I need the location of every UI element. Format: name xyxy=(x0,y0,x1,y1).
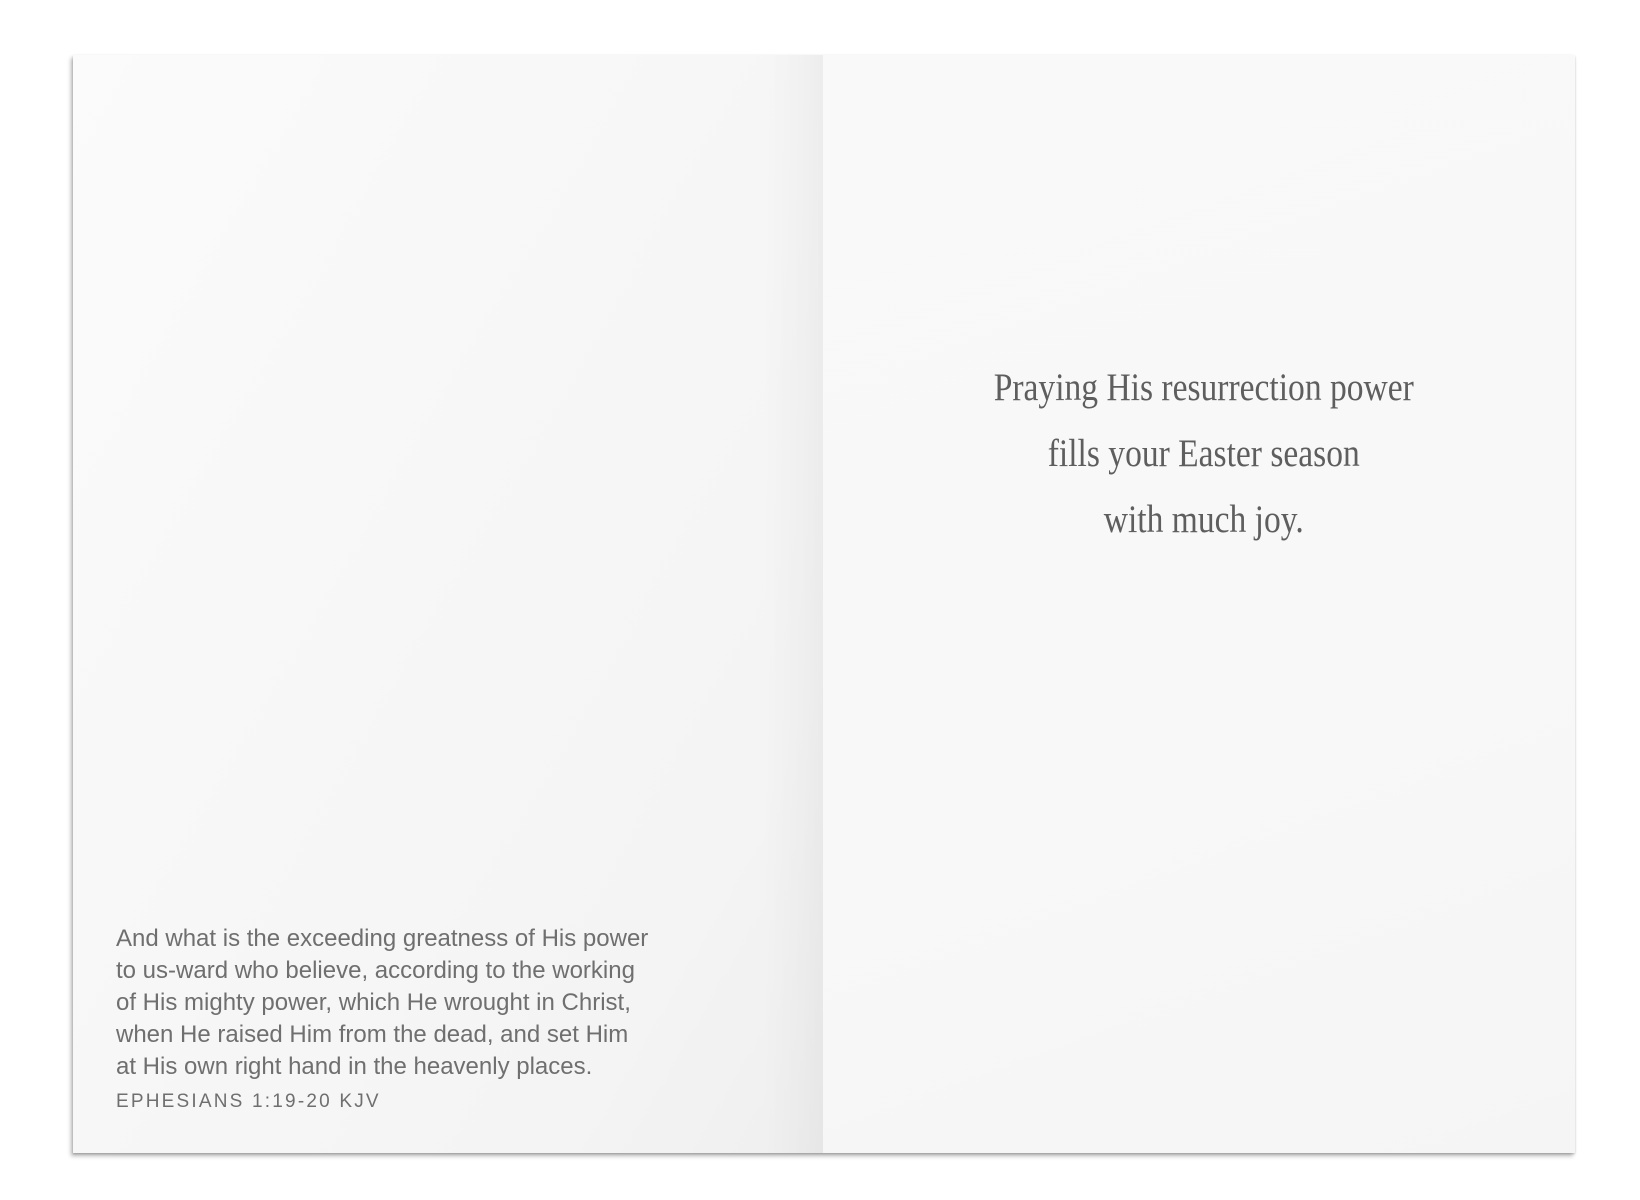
scripture-verse xyxy=(116,923,676,1083)
greeting-line: with much joy. xyxy=(1103,498,1304,541)
card-left-panel xyxy=(73,55,823,1153)
card-fold-shadow xyxy=(763,55,823,1153)
verse-reference: EPHESIANS 1:19-20 KJV xyxy=(116,1091,381,1112)
greeting-line: fills your Easter season xyxy=(1047,432,1360,475)
verse-line: And what is the exceeding greatness of His power xyxy=(116,925,649,952)
verse-line: at His own right hand in the heavenly places. xyxy=(116,1053,593,1080)
verse-line: when He raised Him from the dead, and set Him xyxy=(116,1021,629,1048)
verse-line: to us-ward who believe, according to the working xyxy=(116,957,635,984)
greeting-line: Praying His resurrection power xyxy=(993,366,1414,409)
verse-line: of His mighty power, which He wrought in Christ, xyxy=(116,989,631,1016)
greeting-card xyxy=(73,55,1575,1153)
greeting-message xyxy=(880,355,1527,553)
card-right-panel xyxy=(823,55,1575,1153)
